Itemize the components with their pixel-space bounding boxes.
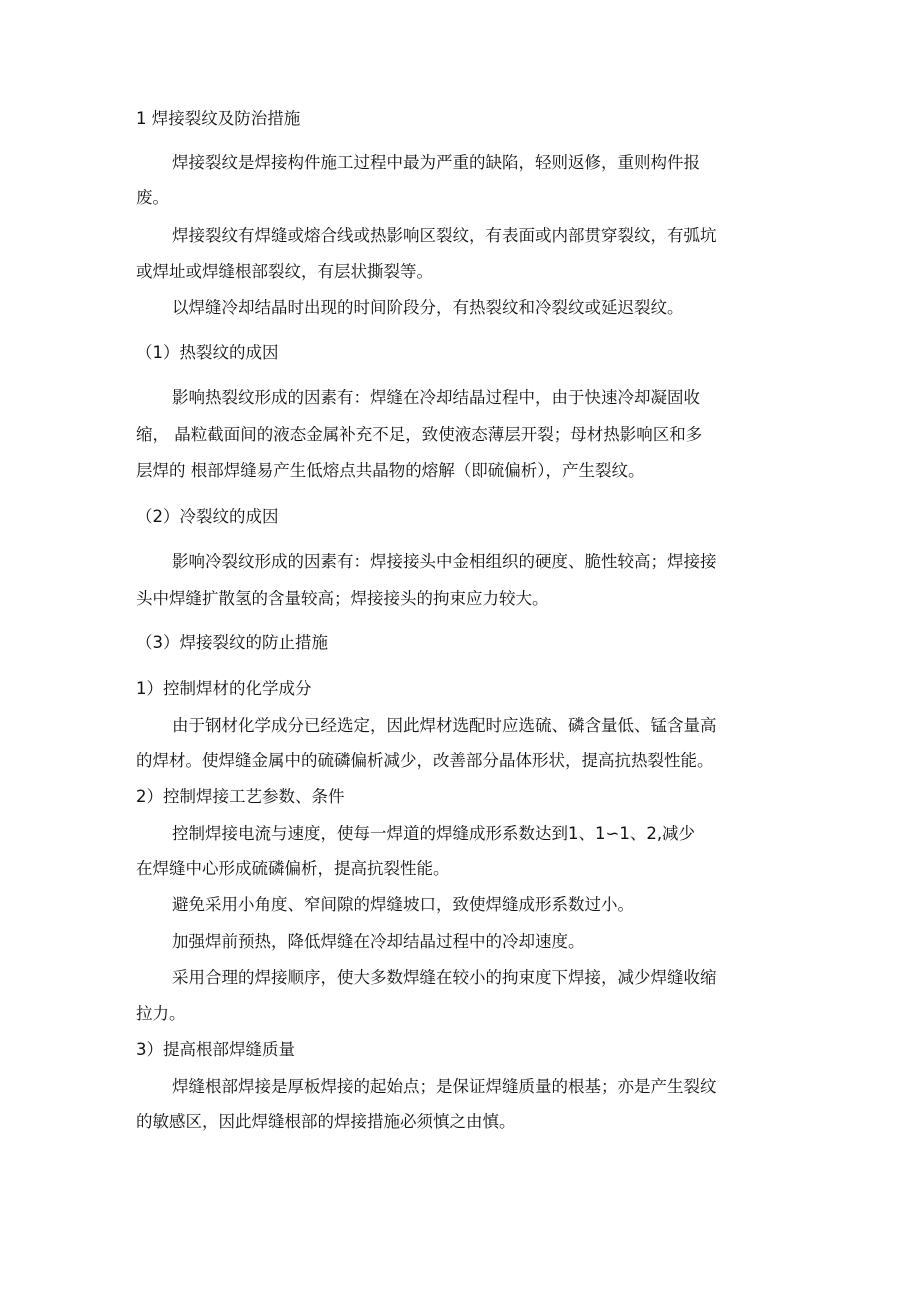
sec1-line2: 缩， 晶粒截面间的液态金属补充不足，致使液态薄层开裂；母材热影响区和多 <box>136 425 703 444</box>
intro-p2-line1: 焊接裂纹有焊缝或熔合线或热影响区裂纹，有表面或内部贯穿裂纹，有弧坑 <box>172 226 717 245</box>
measure-heading-3: 3）提高根部焊缝质量 <box>136 1040 295 1059</box>
section-heading-cold-crack: （2）冷裂纹的成因 <box>136 507 279 526</box>
intro-p1-line1: 焊接裂纹是焊接构件施工过程中最为严重的缺陷，轻则返修，重则构件报 <box>172 153 700 172</box>
m2-p1-line2: 在焊缝中心形成硫磷偏析，提高抗裂性能。 <box>136 859 450 878</box>
sec2-line2: 头中焊缝扩散氢的含量较高；焊接接头的拘束应力较大。 <box>136 589 549 608</box>
intro-p1-line2: 废。 <box>136 188 169 207</box>
m3-line1: 焊缝根部焊接是厚板焊接的起始点；是保证焊缝质量的根基；亦是产生裂纹 <box>172 1077 717 1096</box>
m2-p1-line1: 控制焊接电流与速度，使每一焊道的焊缝成形系数达到1、1∽1、2,减少 <box>172 824 696 843</box>
measure-heading-2: 2）控制焊接工艺参数、条件 <box>136 787 345 806</box>
intro-p2-line2: 或焊址或焊缝根部裂纹，有层状撕裂等。 <box>136 262 433 281</box>
m2-p2-line1: 避免采用小角度、窄间隙的焊缝坡口，致使焊缝成形系数过小。 <box>172 895 634 914</box>
intro-p3-line1: 以焊缝冷却结晶时出现的时间阶段分，有热裂纹和冷裂纹或延迟裂纹。 <box>172 298 684 317</box>
m2-p4-line1: 采用合理的焊接顺序，使大多数焊缝在较小的拘束度下焊接，减少焊缝收缩 <box>172 968 717 987</box>
m1-line2: 的焊材。使焊缝金属中的硫磷偏析减少，改善部分晶体形状，提高抗热裂性能。 <box>136 751 714 770</box>
sec2-line1: 影响冷裂纹形成的因素有：焊接接头中金相组织的硬度、脆性较高；焊接接 <box>172 552 717 571</box>
sec1-line3: 层焊的 根部焊缝易产生低熔点共晶物的熔解（即硫偏析），产生裂纹。 <box>136 461 645 480</box>
m2-p3-line1: 加强焊前预热，降低焊缝在冷却结晶过程中的冷却速度。 <box>172 932 585 951</box>
sec1-line1: 影响热裂纹形成的因素有：焊缝在冷却结晶过程中，由于快速冷却凝固收 <box>172 388 700 407</box>
m2-p4-line2: 拉力。 <box>136 1004 186 1023</box>
section-heading-prevention: （3）焊接裂纹的防止措施 <box>136 633 328 652</box>
measure-heading-1: 1）控制焊材的化学成分 <box>136 679 312 698</box>
m3-line2: 的敏感区，因此焊缝根部的焊接措施必须慎之由慎。 <box>136 1112 516 1131</box>
section-heading-hot-crack: （1）热裂纹的成因 <box>136 343 279 362</box>
m1-line1: 由于钢材化学成分已经选定，因此焊材选配时应选硫、磷含量低、锰含量高 <box>172 716 717 735</box>
page-title: 1 焊接裂纹及防治措施 <box>136 109 301 128</box>
